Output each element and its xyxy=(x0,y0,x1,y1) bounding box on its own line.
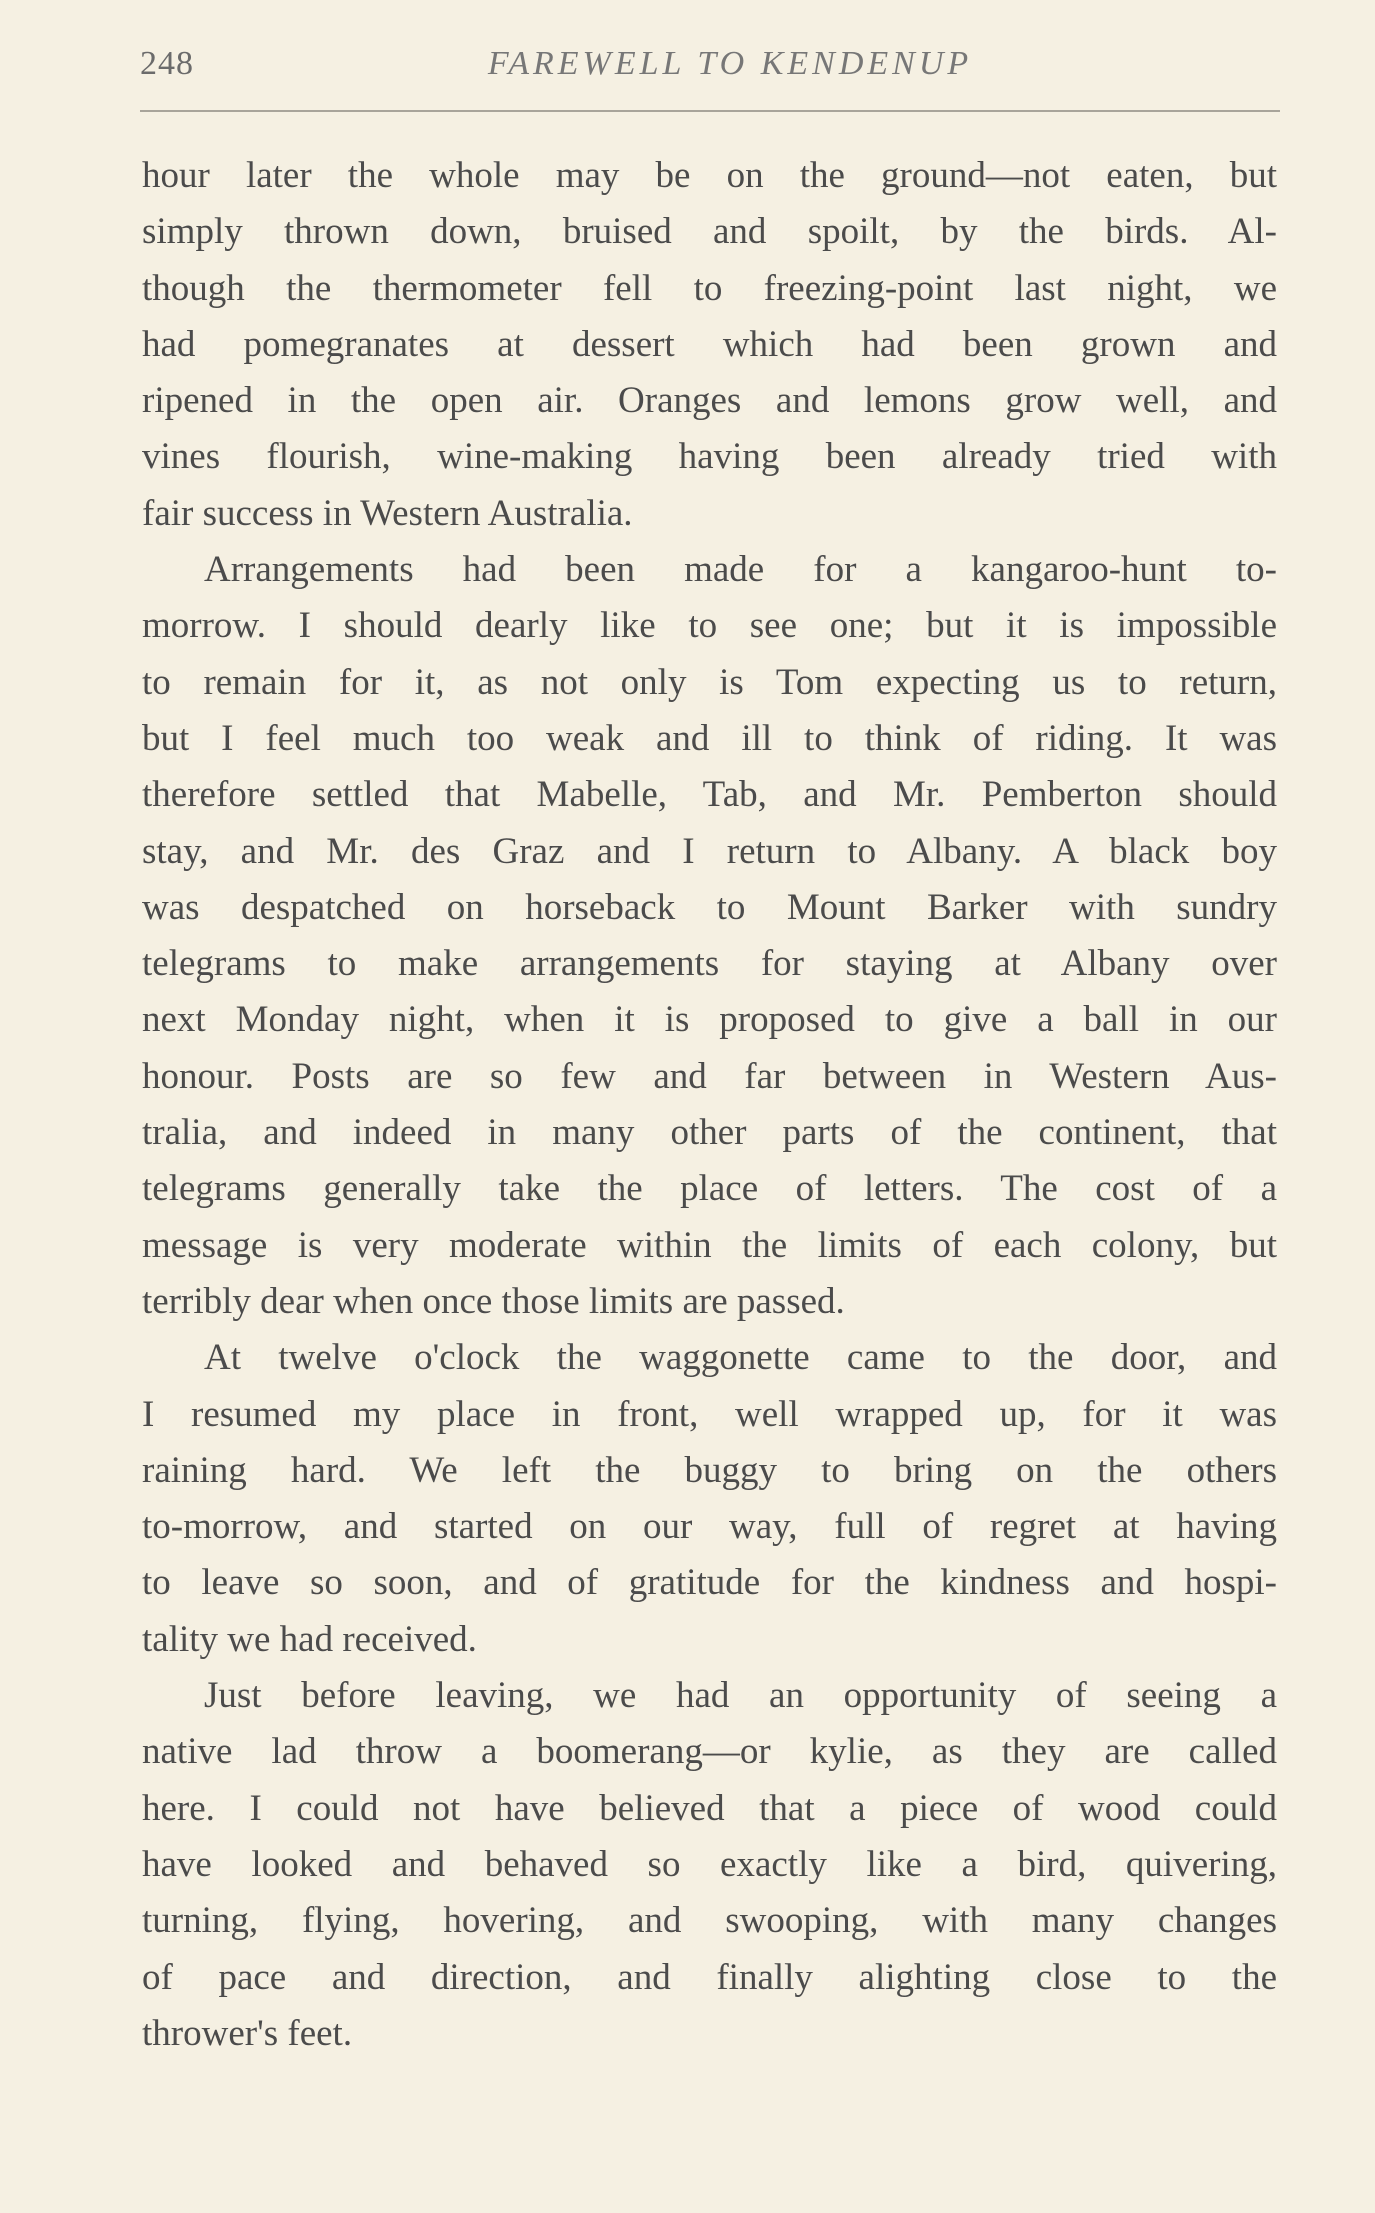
text-line: to-morrow, and started on our way, full of regret at having xyxy=(142,1506,1277,1548)
text-line: had pomegranates at dessert which had been grown and xyxy=(142,323,1277,365)
text-line: have looked and behaved so exactly like a bird, quivering, xyxy=(142,1843,1277,1885)
text-line: here. I could not have believed that a piece of wood could xyxy=(142,1787,1277,1829)
text-line: telegrams to make arrangements for staying at Albany over xyxy=(142,943,1277,985)
text-line: to leave so soon, and of gratitude for the kindness and hospi- xyxy=(142,1562,1277,1604)
body-text xyxy=(142,148,1277,2062)
text-line: therefore settled that Mabelle, Tab, and Mr. Pemberton should xyxy=(142,774,1277,816)
text-line: vines flourish, wine-making having been already tried with xyxy=(142,436,1277,478)
text-line: terribly dear when once those limits are passed. xyxy=(142,1280,845,1322)
text-line: Just before leaving, we had an opportunity of seeing a xyxy=(204,1675,1277,1717)
text-line: thrower's feet. xyxy=(142,2012,353,2054)
text-line: simply thrown down, bruised and spoilt, by the birds. Al- xyxy=(142,211,1277,253)
text-line: honour. Posts are so few and far between in Western Aus- xyxy=(142,1055,1277,1097)
running-title: FAREWELL TO KENDENUP xyxy=(487,45,973,82)
text-line: was despatched on horseback to Mount Barker with sundry xyxy=(142,886,1277,928)
header-rule xyxy=(140,110,1280,112)
text-line: At twelve o'clock the waggonette came to the door, and xyxy=(204,1337,1277,1379)
text-line: hour later the whole may be on the ground—not eaten, but xyxy=(142,155,1277,196)
text-line: telegrams generally take the place of letters. The cost of a xyxy=(142,1168,1277,1210)
page-number: 248 xyxy=(140,45,194,82)
text-line: to remain for it, as not only is Tom expecting us to return, xyxy=(142,661,1277,703)
text-line: turning, flying, hovering, and swooping, with many changes xyxy=(142,1900,1277,1942)
text-line: tralia, and indeed in many other parts of the continent, that xyxy=(142,1112,1277,1154)
text-line: tality we had received. xyxy=(142,1618,477,1660)
text-line: ripened in the open air. Oranges and lemons grow well, and xyxy=(142,380,1277,422)
text-line: stay, and Mr. des Graz and I return to Albany. A black boy xyxy=(142,830,1277,872)
text-line: message is very moderate within the limits of each colony, but xyxy=(142,1224,1277,1266)
text-line: of pace and direction, and finally alighting close to the xyxy=(142,1956,1277,1998)
text-line: fair success in Western Australia. xyxy=(142,492,633,534)
text-line: I resumed my place in front, well wrapped up, for it was xyxy=(142,1393,1277,1435)
text-line: raining hard. We left the buggy to bring on the others xyxy=(142,1449,1277,1491)
text-line: but I feel much too weak and ill to think of riding. It was xyxy=(142,717,1277,759)
text-line: next Monday night, when it is proposed to give a ball in our xyxy=(142,999,1277,1041)
text-line: native lad throw a boomerang—or kylie, as they are called xyxy=(142,1731,1277,1773)
text-line: though the thermometer fell to freezing-point last night, we xyxy=(142,267,1277,309)
text-line: morrow. I should dearly like to see one; but it is impossible xyxy=(142,605,1277,647)
text-line: Arrangements had been made for a kangaroo-hunt to- xyxy=(204,549,1277,591)
